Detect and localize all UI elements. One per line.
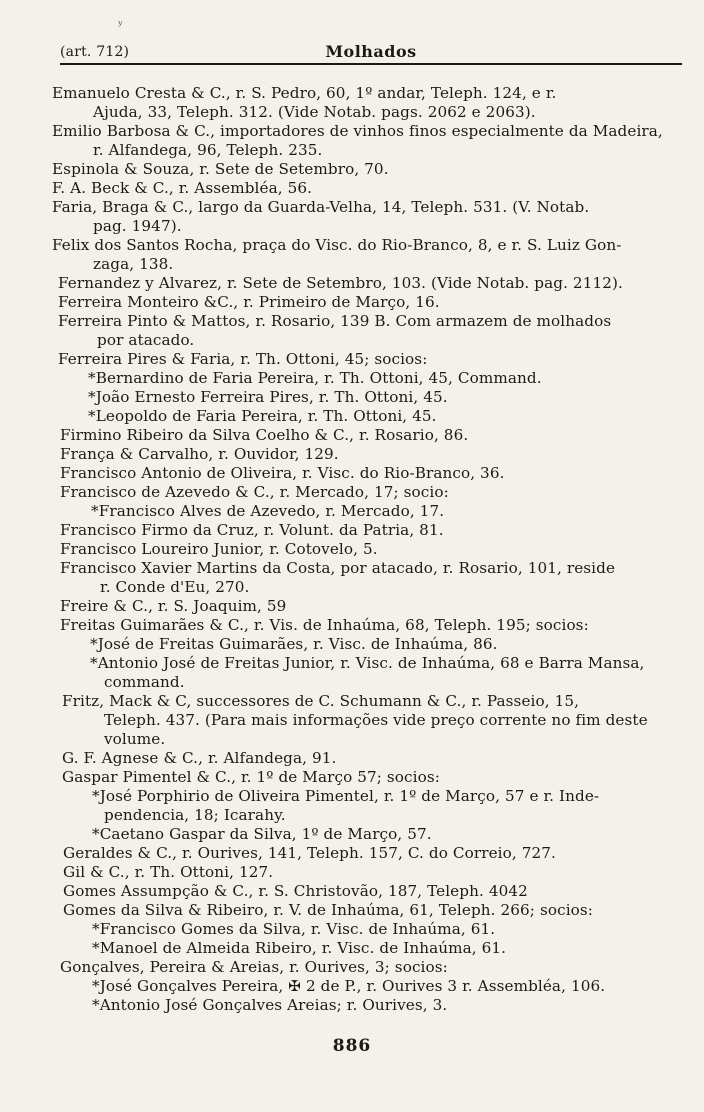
entry-line: Ferreira Pinto & Mattos, r. Rosario, 139 B. Com armazem de molhados <box>58 312 612 330</box>
entry-line: *José de Freitas Guimarães, r. Visc. de Inhaúma, 86. <box>90 635 498 653</box>
entry-line: F. A. Beck & C., r. Assembléa, 56. <box>52 179 313 197</box>
entry-line: Ferreira Monteiro &C., r. Primeiro de Março, 16. <box>58 293 440 311</box>
entry-line: *Caetano Gaspar da Silva, 1º de Março, 57. <box>92 825 432 843</box>
entry-line: command. <box>104 673 185 691</box>
entry-line: Espinola & Souza, r. Sete de Setembro, 70. <box>52 160 389 178</box>
article-reference: (art. 712) <box>60 44 130 60</box>
entry-line: Freire & C., r. S. Joaquim, 59 <box>60 597 287 615</box>
entry-line: *José Gonçalves Pereira, ✠ 2 de P., r. Ourives 3 r. Assembléa, 106. <box>92 977 606 995</box>
entry-line: Emilio Barbosa & C., importadores de vinhos finos especialmente da Madeira, <box>52 122 663 140</box>
entry-line: *Francisco Gomes da Silva, r. Visc. de Inhaúma, 61. <box>92 920 496 938</box>
entry-line: G. F. Agnese & C., r. Alfandega, 91. <box>62 749 337 767</box>
entry-line: Fritz, Mack & C, successores de C. Schumann & C., r. Passeio, 15, <box>62 692 580 710</box>
entry-line: Gomes Assumpção & C., r. S. Christovão, 187, Teleph. 4042 <box>63 882 528 900</box>
entry-line: r. Alfandega, 96, Teleph. 235. <box>93 141 323 159</box>
entry-line: Fernandez y Alvarez, r. Sete de Setembro, 103. (Vide Notab. pag. 2112). <box>58 274 623 292</box>
entry-line: Francisco Xavier Martins da Costa, por atacado, r. Rosario, 101, reside <box>60 559 616 577</box>
page-number: 886 <box>332 1036 372 1056</box>
entry-line: por atacado. <box>97 331 195 349</box>
entry-line: *Francisco Alves de Azevedo, r. Mercado, 17. <box>91 502 445 520</box>
scan-mark: ʸ <box>118 18 124 32</box>
entry-line: Francisco Firmo da Cruz, r. Volunt. da Patria, 81. <box>60 521 444 539</box>
entry-line: Faria, Braga & C., largo da Guarda-Velha, 14, Teleph. 531. (V. Notab. <box>52 198 590 216</box>
entry-line: Francisco de Azevedo & C., r. Mercado, 17; socio: <box>60 483 449 501</box>
entry-line: Firmino Ribeiro da Silva Coelho & C., r. Rosario, 86. <box>60 426 469 444</box>
entry-line: r. Conde d'Eu, 270. <box>100 578 250 596</box>
entry-line: zaga, 138. <box>93 255 174 273</box>
entry-line: Gaspar Pimentel & C., r. 1º de Março 57; socios: <box>62 768 440 786</box>
page-header <box>60 42 682 64</box>
entry-line: pendencia, 18; Icarahy. <box>104 806 286 824</box>
entry-line: pag. 1947). <box>93 217 182 235</box>
page-title: Molhados <box>325 42 417 61</box>
entry-line: Gonçalves, Pereira & Areias, r. Ourives, 3; socios: <box>60 958 448 976</box>
entry-line: França & Carvalho, r. Ouvidor, 129. <box>60 445 339 463</box>
entry-line: Francisco Loureiro Junior, r. Cotovelo, 5. <box>60 540 378 558</box>
entry-line: *Bernardino de Faria Pereira, r. Th. Ottoni, 45, Command. <box>88 369 542 387</box>
entry-line: Felix dos Santos Rocha, praça do Visc. do Rio-Branco, 8, e r. S. Luiz Gon- <box>52 236 622 254</box>
entry-line: *Leopoldo de Faria Pereira, r. Th. Ottoni, 45. <box>88 407 437 425</box>
entry-line: Teleph. 437. (Para mais informações vide preço corrente no fim deste <box>104 711 648 729</box>
entry-line: Geraldes & C., r. Ourives, 141, Teleph. 157, C. do Correio, 727. <box>63 844 556 862</box>
entry-line: Freitas Guimarães & C., r. Vis. de Inhaúma, 68, Teleph. 195; socios: <box>60 616 589 634</box>
entry-line: *Manoel de Almeida Ribeiro, r. Visc. de Inhaúma, 61. <box>92 939 507 957</box>
entry-line: Gomes da Silva & Ribeiro, r. V. de Inhaúma, 61, Teleph. 266; socios: <box>63 901 594 919</box>
entry-line: Gil & C., r. Th. Ottoni, 127. <box>63 863 274 881</box>
entry-line: volume. <box>104 730 166 748</box>
entry-line: *Antonio José Gonçalves Areias; r. Ourives, 3. <box>92 996 448 1014</box>
entry-line: *Antonio José de Freitas Junior, r. Visc. de Inhaúma, 68 e Barra Mansa, <box>90 654 645 672</box>
entry-line: *João Ernesto Ferreira Pires, r. Th. Ottoni, 45. <box>88 388 448 406</box>
entry-line: *José Porphirio de Oliveira Pimentel, r. 1º de Março, 57 e r. Inde- <box>92 787 600 805</box>
entry-line: Emanuelo Cresta & C., r. S. Pedro, 60, 1º andar, Teleph. 124, e r. <box>52 84 557 102</box>
entry-line: Francisco Antonio de Oliveira, r. Visc. do Rio-Branco, 36. <box>60 464 505 482</box>
header-rule <box>60 63 682 65</box>
entry-line: Ferreira Pires & Faria, r. Th. Ottoni, 45; socios: <box>58 350 428 368</box>
entry-line: Ajuda, 33, Teleph. 312. (Vide Notab. pags. 2062 e 2063). <box>93 103 536 121</box>
